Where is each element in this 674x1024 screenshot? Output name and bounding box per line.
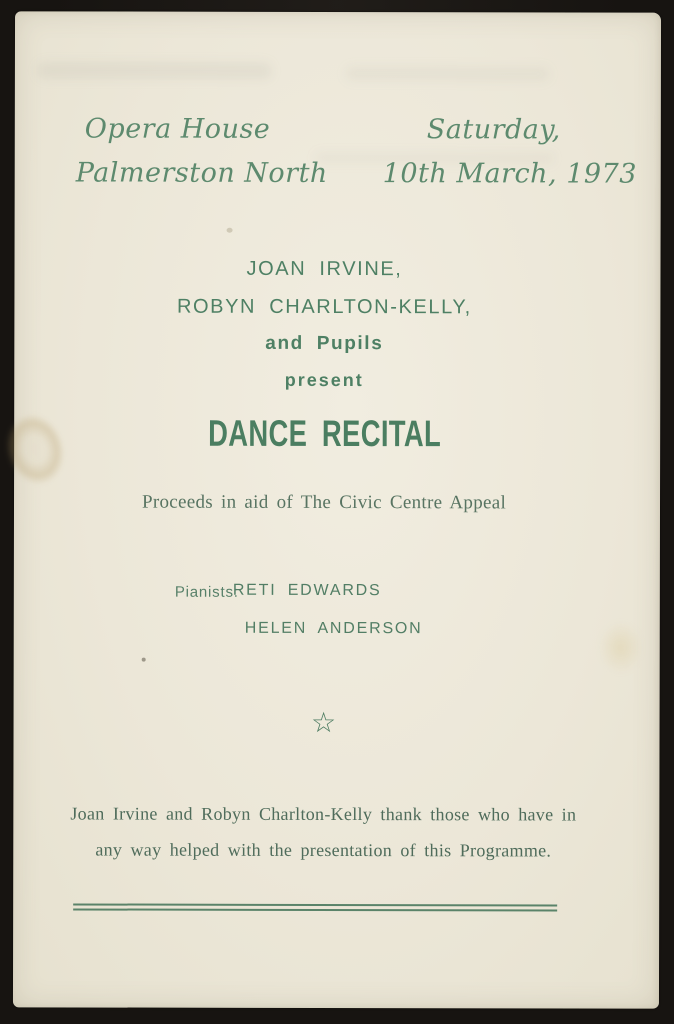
presenter-name-1: JOAN IRVINE,: [246, 257, 403, 281]
paper-stain: [590, 611, 652, 685]
ink-bleedthrough: [345, 66, 550, 81]
acknowledgement-line-2: any way helped with the presentation of this Programme.: [95, 839, 552, 861]
programme-title-text: DANCE RECITAL: [207, 412, 441, 455]
venue-name: Opera House: [84, 113, 271, 145]
proceeds-note: Proceeds in aid of The Civic Centre Appeal: [141, 491, 507, 514]
programme-title: [14, 412, 634, 455]
venue-city: Palmerston North: [75, 157, 328, 189]
star-icon: ☆: [310, 707, 337, 739]
programme-cover-page: [13, 11, 661, 1008]
pianists-label: Pianists:: [174, 583, 239, 601]
acknowledgement-line-1: Joan Irvine and Robyn Charlton-Kelly thank those who have in: [70, 803, 577, 825]
ink-bleedthrough: [37, 61, 272, 79]
pianist-name-1: RETI EDWARDS: [232, 581, 382, 600]
paper-speck: [227, 228, 233, 233]
pianist-name-2: HELEN ANDERSON: [244, 619, 423, 638]
paper-speck: [142, 658, 146, 662]
presenter-pupils: and Pupils: [265, 332, 384, 355]
present-word: present: [284, 369, 364, 391]
event-date: 10th March, 1973: [382, 158, 637, 190]
event-day: Saturday,: [426, 114, 561, 146]
presenter-name-2: ROBYN CHARLTON-KELLY,: [176, 295, 472, 319]
double-rule-divider: [73, 903, 557, 911]
